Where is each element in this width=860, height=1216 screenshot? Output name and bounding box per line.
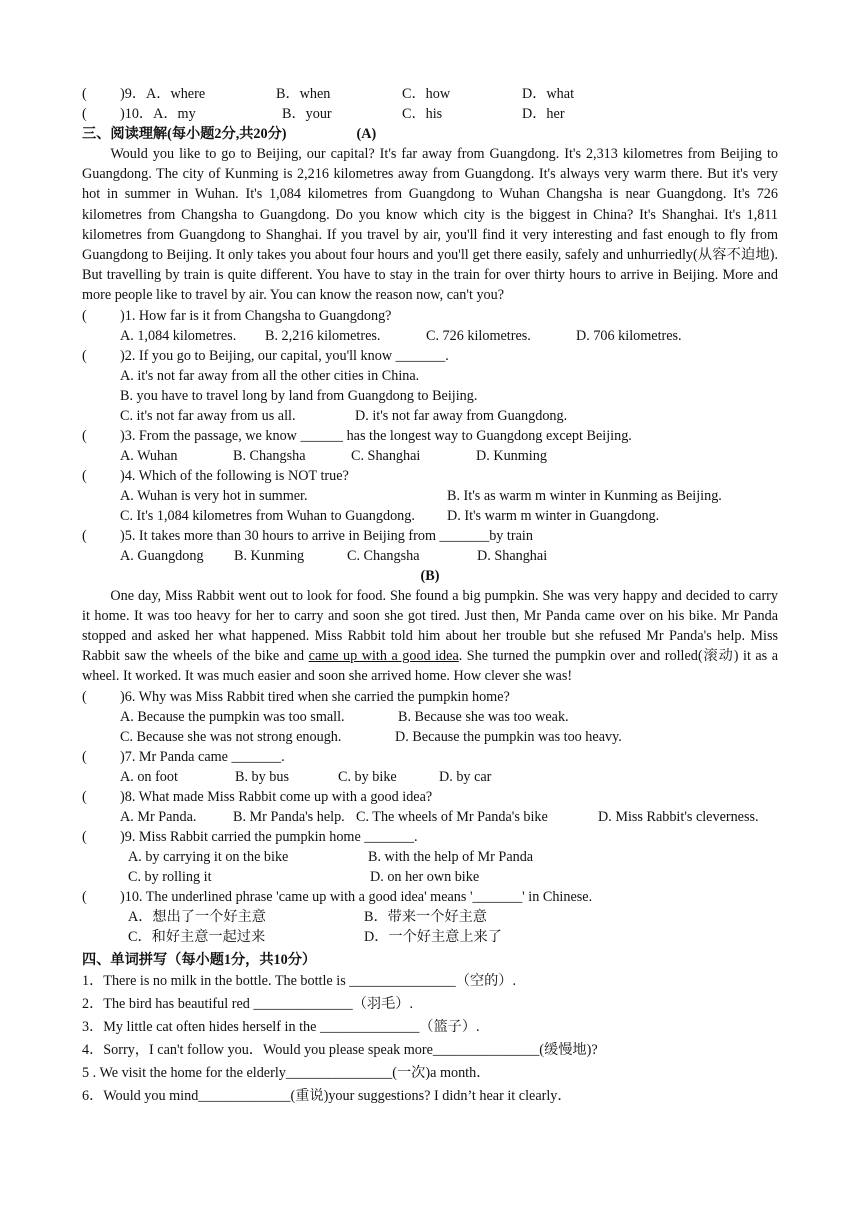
fill-item: 2．The bird has beautiful red ______________（羽毛）. [82, 995, 413, 1012]
option-row: C. It's 1,084 kilometres from Wuhan to Guangdong. D. It's warm m winter in Guangdong. [120, 507, 660, 524]
passage-b: One day, Miss Rabbit went out to look for food. She found a big pumpkin. She was very happy and decided to carry it home. It was too heavy for her to carry and soon she got tired. Just then, Mr Panda came over on his bike. Mr Panda stopped and asked her what happened. Miss Rabbit told him about her trouble but she refused Mr Panda's help. Miss Rabbit saw the wheels of the bike and came up with a good idea. She turned the pumpkin over and rolled(滚动) it as a wheel. It worked. It was much easier and soon she arrived home. How clever she was! [82, 587, 778, 685]
question-stem: ( )7. Mr Panda came _______. [82, 748, 285, 765]
question-stem: ( )6. Why was Miss Rabbit tired when she carried the pumpkin home? [82, 688, 510, 705]
option-row: A. on foot B. by bus C. by bike D. by car [120, 768, 492, 785]
question-stem: ( )9. Miss Rabbit carried the pumpkin home _______. [82, 828, 418, 845]
option-row: A．想出了一个好主意 B．带来一个好主意 [128, 908, 487, 925]
question-stem: ( )3. From the passage, we know ______ has the longest way to Guangdong except Beijing. [82, 427, 632, 444]
option-row: C. it's not far away from us all. D. it's not far away from Guangdong. [120, 407, 568, 424]
question-stem: ( )4. Which of the following is NOT true? [82, 467, 349, 484]
fill-item: 6．Would you mind_____________(重说)your suggestions? I didn’t hear it clearly． [82, 1087, 572, 1104]
option-row: A. Wuhan is very hot in summer. B. It's as warm m winter in Kunming as Beijing. [120, 487, 722, 504]
question-stem: ( )2. If you go to Beijing, our capital, you'll know _______. [82, 347, 449, 364]
question-option-d: D．what [522, 86, 575, 102]
question-stem: ( )5. It takes more than 30 hours to arrive in Beijing from _______by train [82, 527, 533, 544]
question-option-b: B．your [282, 106, 332, 122]
question-option-a: )9．A．where [120, 86, 206, 102]
option-row: A. by carrying it on the bike B. with the help of Mr Panda [128, 848, 534, 865]
question-option-c: C．how [402, 86, 451, 102]
question-option-d: D．her [522, 106, 565, 122]
option-row: A. it's not far away from all the other cities in China. [120, 367, 420, 384]
passage-b-label: (B) [420, 567, 440, 584]
question-option-a: )10．A．my [120, 106, 196, 122]
exam-page [82, 84, 778, 1108]
underlined-phrase: came up with a good idea [308, 648, 459, 665]
question-row [82, 84, 778, 104]
fill-item: 1．There is no milk in the bottle. The bottle is _______________（空的）. [82, 972, 516, 989]
passage-a: Would you like to go to Beijing, our capital? It's far away from Guangdong. It's 2,313 kilometres from Beijing to Guangdong. The city of Kunming is 2,216 kilometres away from Guangdong. It's always very warm there. But it's very hot in summer in Wuhan. It's 1,084 kilometres from Guangdong to Wuhan Changsha is near Guangdong. It's 726 kilometres from Changsha to Guangdong. Do you know which city is the biggest in China? It's Shanghai. It's 1,811 kilometres from Guangdong to Shanghai. If you travel by air, you'll find it very interesting and fast enough to fly from Guangdong to Beijing. It only takes you about four hours and you'll get there easily, safely and unhurriedly(从容不迫地). But travelling by train is quite different. You have to stay in the train for over thirty hours to arrive in Beijing. More and more people like to travel by air. You can know the reason now, can't you? [82, 146, 778, 304]
option-row: A. 1,084 kilometres. B. 2,216 kilometres. C. 726 kilometres. D. 706 kilometres. [120, 327, 682, 344]
answer-paren: ( [82, 86, 87, 102]
option-row: C．和好主意一起过来 D．一个好主意上来了 [128, 928, 502, 945]
question-stem: ( )8. What made Miss Rabbit come up with a good idea? [82, 788, 433, 805]
question-option-b: B．when [276, 86, 331, 102]
option-row: C. by rolling it D. on her own bike [128, 868, 480, 885]
question-stem: ( )10. The underlined phrase 'came up with a good idea' means '_______' in Chinese. [82, 888, 593, 905]
section-heading-spelling: 四、单词拼写（每小题1分，共10分） [82, 951, 317, 968]
option-row: A. Mr Panda. B. Mr Panda's help. C. The wheels of Mr Panda's bike D. Miss Rabbit's cleverness. [120, 808, 759, 825]
fill-item: 3．My little cat often hides herself in the ______________（篮子）. [82, 1018, 480, 1035]
section-heading-reading: 三、阅读理解(每小题2分,共20分) (A) [82, 126, 377, 142]
fill-item: 5 . We visit the home for the elderly_______________(一次)a month． [82, 1064, 491, 1081]
fill-item: 4．Sorry，I can't follow you．Would you please speak more_______________(缓慢地)? [82, 1041, 598, 1058]
question-option-c: C．his [402, 106, 443, 122]
option-row: B. you have to travel long by land from Guangdong to Beijing. [120, 387, 478, 404]
option-row: A. Wuhan B. Changsha C. Shanghai D. Kunming [120, 447, 547, 464]
question-stem: ( )1. How far is it from Changsha to Guangdong? [82, 307, 392, 324]
option-row: A. Guangdong B. Kunming C. Changsha D. Shanghai [120, 547, 548, 564]
option-row: C. Because she was not strong enough. D. Because the pumpkin was too heavy. [120, 728, 622, 745]
option-row: A. Because the pumpkin was too small. B. Because she was too weak. [120, 708, 569, 725]
question-row [82, 104, 778, 124]
answer-paren: ( [82, 106, 87, 122]
